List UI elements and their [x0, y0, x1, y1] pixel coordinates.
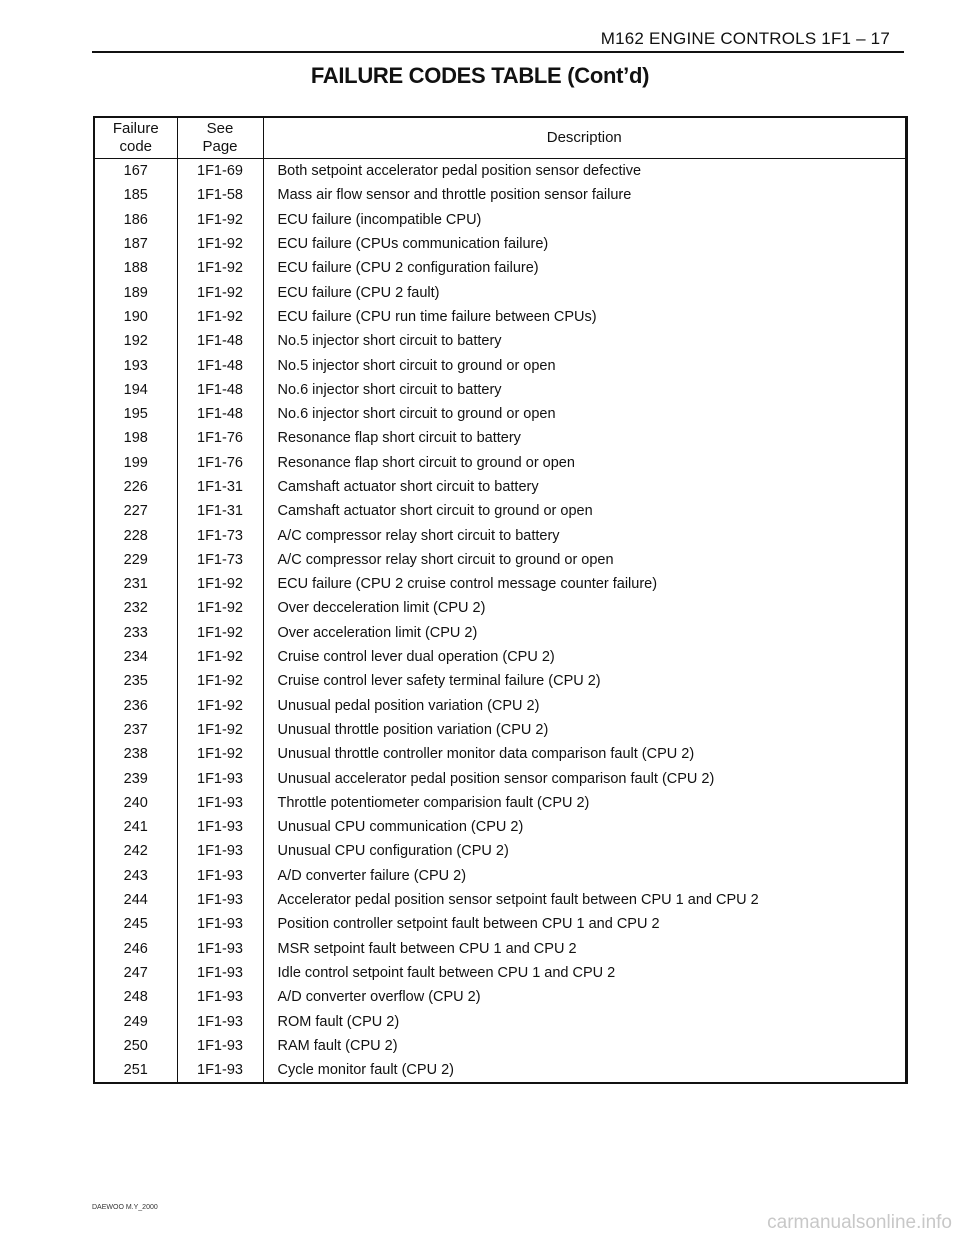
cell-description: Unusual CPU communication (CPU 2)	[277, 819, 524, 836]
cell-description: ECU failure (CPUs communication failure)	[277, 236, 549, 253]
table-body	[95, 159, 905, 1083]
table-row	[95, 961, 905, 985]
cell-failure-code: 233	[95, 621, 177, 645]
cell-see-page: 1F1-92	[177, 305, 263, 329]
cell-description: Mass air flow sensor and throttle position sensor failure	[277, 187, 632, 204]
cell-failure-code: 236	[95, 694, 177, 718]
table-row	[95, 815, 905, 839]
table-row	[95, 208, 905, 232]
cell-description: No.5 injector short circuit to ground or open	[277, 357, 556, 374]
cell-see-page: 1F1-58	[177, 183, 263, 207]
cell-failure-code: 186	[95, 208, 177, 232]
cell-failure-code: 237	[95, 718, 177, 742]
cell-see-page: 1F1-92	[177, 694, 263, 718]
table-row	[95, 766, 905, 790]
table-row	[95, 1034, 905, 1058]
column-header-description: Description	[263, 118, 905, 159]
cell-failure-code: 195	[95, 402, 177, 426]
cell-see-page: 1F1-93	[177, 864, 263, 888]
cell-failure-code: 189	[95, 280, 177, 304]
cell-see-page: 1F1-93	[177, 839, 263, 863]
cell-see-page: 1F1-93	[177, 985, 263, 1009]
cell-see-page: 1F1-92	[177, 669, 263, 693]
cell-description: ECU failure (CPU run time failure between CPUs)	[277, 308, 597, 325]
cell-failure-code: 242	[95, 839, 177, 863]
table-row	[95, 742, 905, 766]
cell-description: Idle control setpoint fault between CPU 1 and CPU 2	[277, 964, 616, 981]
cell-failure-code: 244	[95, 888, 177, 912]
cell-description: Unusual pedal position variation (CPU 2)	[277, 697, 540, 714]
cell-description: Unusual CPU configuration (CPU 2)	[277, 843, 509, 860]
watermark: carmanualsonline.info	[767, 1212, 952, 1233]
cell-description: Cycle monitor fault (CPU 2)	[277, 1062, 454, 1079]
table-header-row	[95, 118, 905, 159]
table-row	[95, 985, 905, 1009]
cell-see-page: 1F1-93	[177, 937, 263, 961]
cell-description: A/C compressor relay short circuit to ground or open	[277, 551, 614, 568]
cell-see-page: 1F1-93	[177, 912, 263, 936]
cell-description: Accelerator pedal position sensor setpoint fault between CPU 1 and CPU 2	[277, 892, 759, 909]
table-row	[95, 548, 905, 572]
table-row	[95, 475, 905, 499]
cell-see-page: 1F1-93	[177, 1058, 263, 1082]
table-row	[95, 694, 905, 718]
cell-failure-code: 241	[95, 815, 177, 839]
cell-failure-code: 227	[95, 499, 177, 523]
cell-failure-code: 167	[95, 159, 177, 184]
table-row	[95, 839, 905, 863]
cell-failure-code: 250	[95, 1034, 177, 1058]
table-row	[95, 329, 905, 353]
cell-failure-code: 238	[95, 742, 177, 766]
cell-description: Unusual accelerator pedal position sensor comparison fault (CPU 2)	[277, 770, 715, 787]
cell-failure-code: 229	[95, 548, 177, 572]
cell-failure-code: 248	[95, 985, 177, 1009]
cell-failure-code: 193	[95, 353, 177, 377]
cell-see-page: 1F1-93	[177, 888, 263, 912]
running-header: M162 ENGINE CONTROLS 1F1 – 17	[600, 29, 890, 48]
cell-failure-code: 251	[95, 1058, 177, 1082]
cell-description: ECU failure (CPU 2 fault)	[277, 284, 440, 301]
cell-description: Over decceleration limit (CPU 2)	[277, 600, 486, 617]
page-title: FAILURE CODES TABLE (Cont’d)	[310, 63, 650, 88]
cell-description: Unusual throttle position variation (CPU 2)	[277, 721, 549, 738]
table-row	[95, 451, 905, 475]
cell-description: Both setpoint accelerator pedal position sensor defective	[277, 163, 642, 180]
cell-description: Position controller setpoint fault between CPU 1 and CPU 2	[277, 916, 660, 933]
table-row	[95, 256, 905, 280]
cell-description: A/D converter overflow (CPU 2)	[277, 989, 481, 1006]
cell-failure-code: 249	[95, 1009, 177, 1033]
table-row	[95, 159, 905, 184]
cell-failure-code: 226	[95, 475, 177, 499]
cell-see-page: 1F1-92	[177, 256, 263, 280]
cell-failure-code: 192	[95, 329, 177, 353]
column-header-see-page: See Page	[177, 118, 263, 159]
cell-see-page: 1F1-76	[177, 451, 263, 475]
cell-see-page: 1F1-92	[177, 742, 263, 766]
cell-description: No.6 injector short circuit to battery	[277, 381, 502, 398]
cell-failure-code: 188	[95, 256, 177, 280]
cell-description: Resonance flap short circuit to battery	[277, 430, 521, 447]
cell-see-page: 1F1-73	[177, 523, 263, 547]
table-row	[95, 621, 905, 645]
table-row	[95, 572, 905, 596]
cell-failure-code: 194	[95, 378, 177, 402]
cell-failure-code: 190	[95, 305, 177, 329]
cell-see-page: 1F1-69	[177, 159, 263, 184]
table-row	[95, 402, 905, 426]
cell-description: MSR setpoint fault between CPU 1 and CPU 2	[277, 940, 577, 957]
table-row	[95, 183, 905, 207]
cell-see-page: 1F1-93	[177, 815, 263, 839]
table-row	[95, 912, 905, 936]
cell-description: ECU failure (incompatible CPU)	[277, 211, 482, 228]
table-row	[95, 378, 905, 402]
cell-see-page: 1F1-48	[177, 402, 263, 426]
cell-failure-code: 187	[95, 232, 177, 256]
cell-failure-code: 247	[95, 961, 177, 985]
cell-failure-code: 228	[95, 523, 177, 547]
cell-see-page: 1F1-73	[177, 548, 263, 572]
cell-see-page: 1F1-48	[177, 378, 263, 402]
cell-see-page: 1F1-92	[177, 572, 263, 596]
cell-description: Camshaft actuator short circuit to battery	[277, 479, 539, 495]
header-rule	[92, 51, 904, 53]
table-row	[95, 426, 905, 450]
cell-failure-code: 232	[95, 596, 177, 620]
table-row	[95, 864, 905, 888]
cell-failure-code: 199	[95, 451, 177, 475]
cell-see-page: 1F1-93	[177, 766, 263, 790]
cell-description: Cruise control lever dual operation (CPU 2)	[277, 649, 555, 666]
cell-see-page: 1F1-93	[177, 961, 263, 985]
table-row	[95, 791, 905, 815]
cell-failure-code: 246	[95, 937, 177, 961]
cell-see-page: 1F1-92	[177, 208, 263, 232]
cell-description: RAM fault (CPU 2)	[277, 1037, 398, 1054]
cell-see-page: 1F1-92	[177, 596, 263, 620]
cell-see-page: 1F1-92	[177, 280, 263, 304]
cell-see-page: 1F1-93	[177, 1034, 263, 1058]
cell-description: Camshaft actuator short circuit to ground or open	[277, 503, 593, 520]
table-row	[95, 888, 905, 912]
table-row	[95, 232, 905, 256]
cell-failure-code: 245	[95, 912, 177, 936]
cell-see-page: 1F1-48	[177, 329, 263, 353]
cell-see-page: 1F1-93	[177, 791, 263, 815]
cell-description: A/D converter failure (CPU 2)	[277, 867, 467, 884]
cell-failure-code: 234	[95, 645, 177, 669]
table-row	[95, 499, 905, 523]
table-row	[95, 1009, 905, 1033]
table-row	[95, 1058, 905, 1082]
table-row	[95, 596, 905, 620]
failure-codes-table	[95, 118, 905, 1082]
cell-see-page: 1F1-31	[177, 475, 263, 499]
cell-description: A/C compressor relay short circuit to battery	[277, 527, 560, 544]
cell-see-page: 1F1-76	[177, 426, 263, 450]
cell-description: Unusual throttle controller monitor data comparison fault (CPU 2)	[277, 746, 695, 763]
cell-see-page: 1F1-93	[177, 1009, 263, 1033]
cell-see-page: 1F1-92	[177, 621, 263, 645]
cell-see-page: 1F1-92	[177, 645, 263, 669]
cell-failure-code: 243	[95, 864, 177, 888]
cell-failure-code: 239	[95, 766, 177, 790]
cell-failure-code: 185	[95, 183, 177, 207]
table-row	[95, 669, 905, 693]
table-row	[95, 937, 905, 961]
cell-description: No.5 injector short circuit to battery	[277, 333, 502, 350]
table-row	[95, 718, 905, 742]
cell-failure-code: 198	[95, 426, 177, 450]
table-row	[95, 645, 905, 669]
table-row	[95, 523, 905, 547]
table-row	[95, 353, 905, 377]
cell-see-page: 1F1-92	[177, 718, 263, 742]
table-row	[95, 280, 905, 304]
cell-see-page: 1F1-31	[177, 499, 263, 523]
cell-failure-code: 235	[95, 669, 177, 693]
table-row	[95, 305, 905, 329]
cell-description: ECU failure (CPU 2 configuration failure)	[277, 260, 539, 277]
cell-failure-code: 240	[95, 791, 177, 815]
cell-description: ROM fault (CPU 2)	[277, 1013, 400, 1030]
cell-see-page: 1F1-48	[177, 353, 263, 377]
failure-codes-table-frame	[93, 116, 908, 1084]
cell-description: Over acceleration limit (CPU 2)	[277, 624, 478, 641]
cell-description: ECU failure (CPU 2 cruise control message counter failure)	[277, 576, 658, 593]
cell-description: No.6 injector short circuit to ground or open	[277, 406, 556, 423]
cell-failure-code: 231	[95, 572, 177, 596]
column-header-failure-code: Failure code	[95, 118, 177, 159]
cell-see-page: 1F1-92	[177, 232, 263, 256]
cell-description: Resonance flap short circuit to ground or open	[277, 454, 575, 471]
cell-description: Cruise control lever safety terminal failure (CPU 2)	[277, 673, 601, 690]
footer-note: DAEWOO M.Y_2000	[92, 1204, 158, 1211]
cell-description: Throttle potentiometer comparision fault (CPU 2)	[277, 794, 590, 811]
